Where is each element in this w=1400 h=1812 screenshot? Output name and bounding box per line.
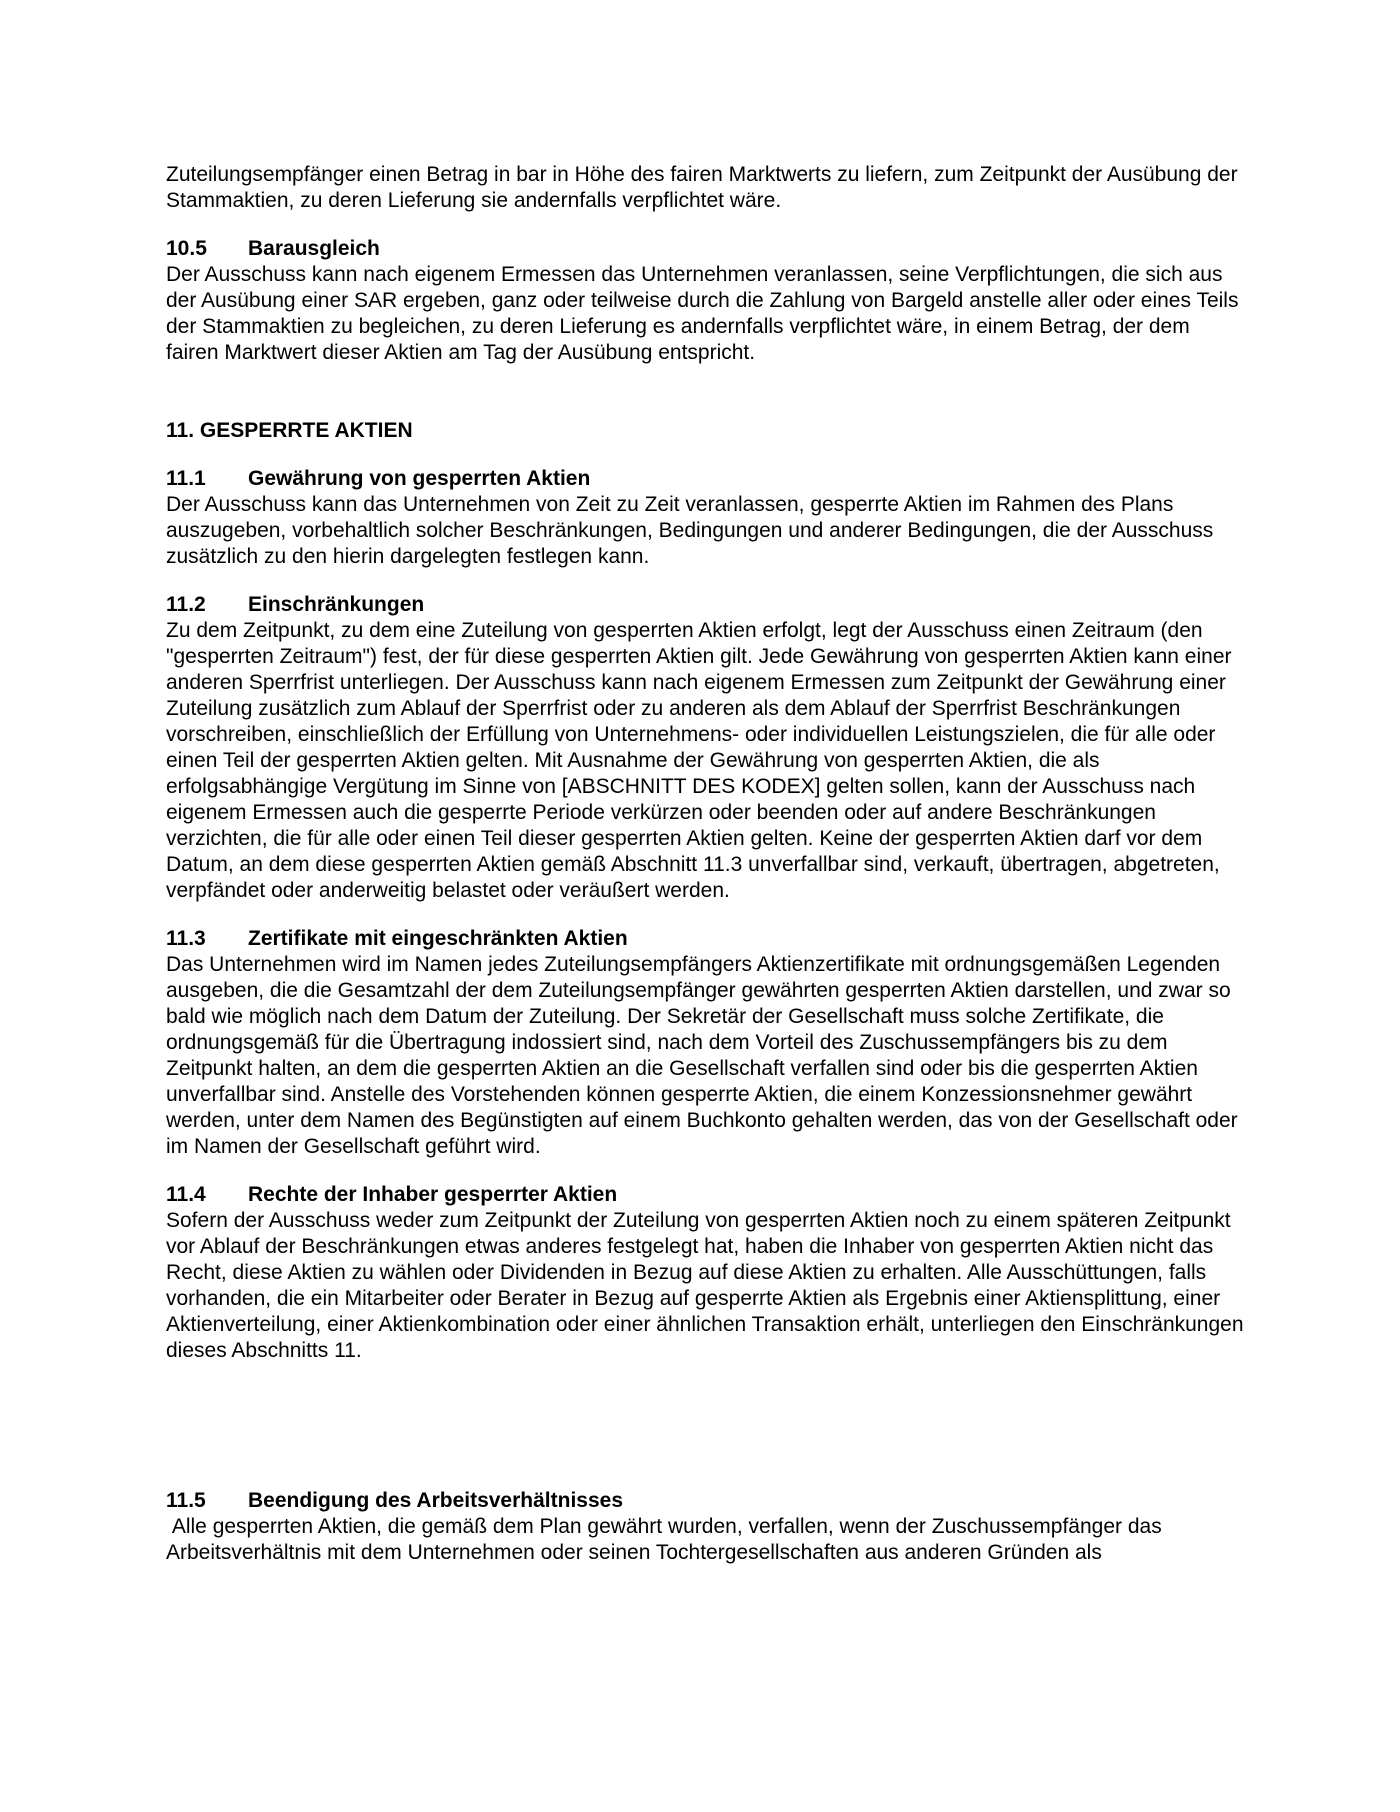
section-heading [166, 466, 1246, 492]
section-number: 11.5 [166, 1489, 206, 1512]
section-11-5 [166, 1488, 1246, 1566]
section-10-5 [166, 236, 1246, 366]
section-body: Der Ausschuss kann nach eigenem Ermessen das Unternehmen veranlassen, seine Verpflichtungen, die sich aus der Ausübung einer SAR ergeben, ganz oder teilweise durch die Zahlung von Bargeld anstelle aller oder eines Teils der Stammaktien zu begleichen, zu deren Lieferung es andernfalls verpflichtet wäre, in einem Betrag, der dem fairen Marktwert dieser Aktien am Tag der Ausübung entspricht. [166, 263, 1239, 364]
section-number: 11.2 [166, 593, 206, 616]
page-content [166, 162, 1246, 1566]
section-body: Der Ausschuss kann das Unternehmen von Zeit zu Zeit veranlassen, gesperrte Aktien im Rahmen des Plans auszugeben, vorbehaltlich solcher Beschränkungen, Bedingungen und anderer Bedingungen, die der Ausschuss zusätzlich zu den hierin dargelegten festlegen kann. [166, 493, 1214, 568]
section-heading [166, 926, 1246, 952]
section-body: Das Unternehmen wird im Namen jedes Zuteilungsempfängers Aktienzertifikate mit ordnungsgemäßen Legenden ausgeben, die die Gesamtzahl der dem Zuteilungsempfänger gewährten gesperrten Aktien darstellen, und zwar so bald wie möglich nach dem Datum der Zuteilung. Der Sekretär der Gesellschaft muss solche Zertifikate, die ordnungsgemäß für die Übertragung indossiert sind, nach dem Vorteil des Zuschussempfängers bis zu dem Zeitpunkt halten, an dem die gesperrten Aktien an die Gesellschaft verfallen sind oder bis die gesperrten Aktien unverfallbar sind. Anstelle des Vorstehenden können gesperrte Aktien, die einem Konzessionsnehmer gewährt werden, unter dem Namen des Begünstigten auf einem Buchkonto gehalten werden, das von der Gesellschaft oder im Namen der Gesellschaft geführt wird. [166, 953, 1238, 1158]
section-11-4 [166, 1182, 1246, 1364]
section-heading [166, 236, 1246, 262]
section-title: Einschränkungen [248, 593, 425, 616]
section-number: 10.5 [166, 237, 207, 260]
section-title: Zertifikate mit eingeschränkten Aktien [248, 927, 628, 950]
section-title: Gewährung von gesperrten Aktien [248, 467, 591, 490]
section-11-2 [166, 592, 1246, 904]
section-11-1 [166, 466, 1246, 570]
section-number: 11.1 [166, 467, 206, 490]
section-number: 11.3 [166, 927, 206, 950]
section-11-3 [166, 926, 1246, 1160]
section-title: Rechte der Inhaber gesperrter Aktien [248, 1183, 618, 1206]
section-body: Zu dem Zeitpunkt, zu dem eine Zuteilung von gesperrten Aktien erfolgt, legt der Ausschuss einen Zeitraum (den "gesperrten Zeitraum") fest, der für diese gesperrten Aktien gilt. Jede Gewährung von gesperrten Aktien kann einer anderen Sperrfrist unterliegen. Der Ausschuss kann nach eigenem Ermessen zum Zeitpunkt der Gewährung einer Zuteilung zusätzlich zum Ablauf der Sperrfrist oder zu anderen als dem Ablauf der Sperrfrist Beschränkungen vorschreiben, einschließlich der Erfüllung von Unternehmens- oder individuellen Leistungszielen, die für alle oder einen Teil der gesperrten Aktien gelten. Mit Ausnahme der Gewährung von gesperrten Aktien, die als erfolgsabhängige Vergütung im Sinne von [ABSCHNITT DES KODEX] gelten sollen, kann der Ausschuss nach eigenem Ermessen auch die gesperrte Periode verkürzen oder beenden oder auf andere Beschränkungen verzichten, die für alle oder einen Teil dieser gesperrten Aktien gelten. Keine der gesperrten Aktien darf vor dem Datum, an dem diese gesperrten Aktien gemäß Abschnitt 11.3 unverfallbar sind, verkauft, übertragen, abgetreten, verpfändet oder anderweitig belastet oder veräußert werden. [166, 619, 1232, 902]
section-body: Alle gesperrten Aktien, die gemäß dem Plan gewährt wurden, verfallen, wenn der Zuschussempfänger das Arbeitsverhältnis mit dem Unternehmen oder seinen Tochtergesellschaften aus anderen Gründen als [166, 1515, 1167, 1564]
section-title: Beendigung des Arbeitsverhältnisses [248, 1489, 623, 1512]
section-number: 11.4 [166, 1183, 206, 1206]
section-body: Sofern der Ausschuss weder zum Zeitpunkt der Zuteilung von gesperrten Aktien noch zu einem späteren Zeitpunkt vor Ablauf der Beschränkungen etwas anderes festgelegt hat, haben die Inhaber von gesperrten Aktien nicht das Recht, diese Aktien zu wählen oder Dividenden in Bezug auf diese Aktien zu erhalten. Alle Ausschüttungen, falls vorhanden, die ein Mitarbeiter oder Berater in Bezug auf gesperrte Aktien als Ergebnis einer Aktiensplittung, einer Aktienverteilung, einer Aktienkombination oder einer ähnlichen Transaktion erhält, unterliegen den Einschränkungen dieses Abschnitts 11. [166, 1209, 1244, 1362]
section-heading [166, 1488, 1246, 1514]
intro-paragraph: Zuteilungsempfänger einen Betrag in bar in Höhe des fairen Marktwerts zu liefern, zum Zeitpunkt der Ausübung der Stammaktien, zu deren Lieferung sie andernfalls verpflichtet wäre. [166, 163, 1238, 212]
chapter-heading-11: 11. GESPERRTE AKTIEN [166, 419, 413, 442]
section-heading [166, 1182, 1246, 1208]
section-heading [166, 592, 1246, 618]
section-title: Barausgleich [248, 237, 380, 260]
